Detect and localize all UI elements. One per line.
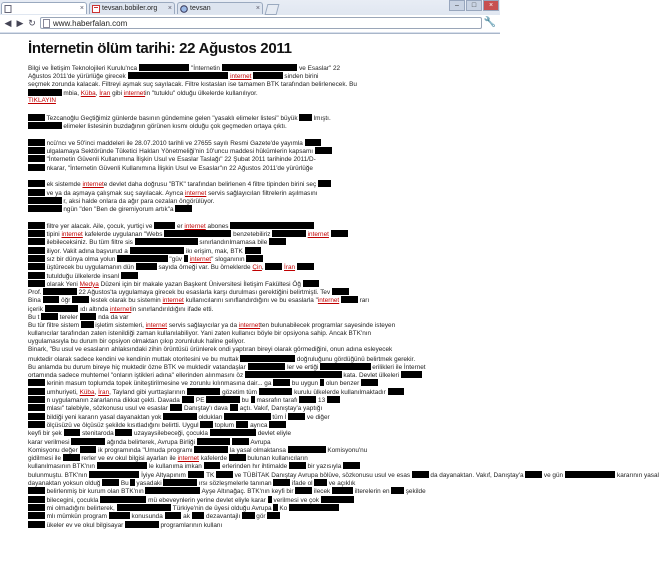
redaction-bar [43, 296, 60, 303]
address-bar[interactable] [40, 17, 482, 29]
redaction-bar [28, 413, 45, 420]
highlighted-link[interactable]: İran [99, 89, 111, 97]
redaction-bar [28, 521, 45, 528]
redaction-bar [28, 114, 45, 121]
redaction-bar [28, 421, 45, 428]
article-line: bildiği yeni kararın yasal dayanaktan yok oldukları tüm İ ve diğer [28, 413, 478, 421]
redaction-bar [332, 487, 353, 494]
redaction-bar [303, 280, 320, 287]
article-line: iliyor. Vakit adına başvurud a ikı erişim, mak, BTK [28, 247, 478, 255]
redaction-bar [236, 421, 249, 428]
redaction-bar [289, 462, 306, 469]
redaction-bar [401, 371, 422, 378]
forward-icon[interactable]: ▶ [16, 18, 24, 28]
article-title: İnternetin ölüm tarihi: 22 Ağustos 2011 [28, 40, 292, 57]
close-tab-icon[interactable]: × [79, 5, 84, 12]
redaction-bar [63, 454, 80, 461]
redaction-bar [197, 438, 231, 445]
redaction-bar [269, 421, 286, 428]
redaction-bar [331, 230, 348, 237]
close-tab-icon[interactable]: × [255, 5, 260, 12]
highlighted-link[interactable]: internet [177, 455, 199, 463]
article-line: mi olmadığını belirterek, Türkiye'nin de üyesi olduğu Avrupa Ko [28, 504, 478, 512]
redaction-bar [64, 429, 81, 436]
article-line: ükeler ev ve okul bilgisayar programlarının kullanı [28, 521, 478, 529]
article-line: ve ya da aşmaya çalışmak suç sayılacak. Ayrıca internet servis sağlayıcıları filtrelerin aşılmasını [28, 189, 478, 197]
redaction-bar [89, 471, 139, 478]
article-line [28, 130, 478, 138]
article-line: karar verilmesi ağında belirterek, Avrupa Birliği Avrupa [28, 438, 271, 446]
browser-tab-active[interactable] [1, 2, 87, 14]
redaction-bar [128, 72, 229, 79]
reload-icon[interactable]: ↻ [28, 18, 36, 28]
article-line: tutulduğu ülkelerde insanl [28, 272, 478, 280]
redaction-bar [28, 280, 45, 287]
article-line [28, 172, 478, 180]
article-line: "İnternetin Güvenli Kullanımına İlişkin Usul ve Esaslar Taslağı" 22 Şubat 2011 tarihinde 2011/D- [28, 155, 478, 163]
article-line: seçmek zorunda kalacak. Filtreyi aşmak suç sayılacak. Filtre kıstasları ise tamamen BTK tarafından belirlenecek. Bu [28, 80, 357, 88]
redaction-bar [299, 396, 316, 403]
redaction-bar [232, 438, 249, 445]
redaction-bar [320, 379, 324, 386]
redaction-bar [28, 272, 45, 279]
redaction-bar [28, 379, 45, 386]
redaction-bar [28, 255, 45, 262]
redaction-bar [43, 288, 77, 295]
redaction-bar [109, 512, 130, 519]
redaction-bar [259, 388, 293, 395]
article-line: r, aksi halde onlara da ağır para cezaları öngörülüyor. [28, 197, 478, 205]
redaction-bar [28, 512, 45, 519]
highlighted-link[interactable]: internet [162, 297, 184, 305]
highlighted-link[interactable]: İran [98, 388, 110, 396]
redaction-bar [267, 512, 280, 519]
redaction-bar [299, 114, 312, 121]
highlighted-link[interactable]: internet [307, 231, 329, 238]
redaction-bar [28, 238, 45, 245]
redaction-bar [200, 421, 213, 428]
redaction-bar [210, 429, 256, 436]
navigation-bar [0, 15, 500, 32]
redaction-bar [273, 379, 290, 386]
article-line: Komisyonu değer ik programında "Umuda programı la yasal olmaktansa Komisyonu'nu [28, 446, 368, 454]
redaction-bar [139, 64, 189, 71]
redaction-bar [192, 512, 205, 519]
redaction-bar [100, 496, 146, 503]
back-icon[interactable]: ◀ [4, 18, 12, 28]
article-line: mbia, Küba, İran gibi internetin "tutuklu" olduğu ülkelerde kullanılıyor. [28, 89, 478, 97]
redaction-bar [163, 479, 197, 486]
redaction-bar [175, 205, 192, 212]
redaction-bar [117, 504, 172, 511]
redaction-bar [361, 379, 378, 386]
redaction-bar [268, 496, 272, 503]
redaction-bar [41, 313, 58, 320]
redaction-bar [165, 512, 182, 519]
redaction-bar [184, 255, 188, 262]
redaction-bar [28, 205, 62, 212]
article-line: içerik ıdı altında internetin sınırlandırıldığını ifade etti. [28, 305, 214, 313]
redaction-bar [28, 496, 45, 503]
redaction-bar [72, 296, 89, 303]
redaction-bar [182, 396, 195, 403]
article-line: ngün "den "Ben de giremiyorum artık"a [28, 205, 478, 213]
article-line: tipini internet kafelerde uygulanan "Webs benzetebiliriz internet [28, 230, 478, 238]
highlighted-link[interactable]: internet [145, 322, 168, 330]
browser-tab[interactable] [177, 2, 263, 14]
redaction-bar [45, 305, 79, 312]
redaction-bar [71, 438, 105, 445]
redaction-bar [265, 263, 282, 270]
highlighted-link[interactable]: Küba [80, 89, 96, 97]
article-line: mlı mümkün program konusunda ak dezavantajlı gör [28, 512, 478, 520]
article-line: ilebileceksiniz. Bu tüm filtre sis sınırlandırılmamasa bile [28, 238, 478, 246]
redaction-bar [388, 388, 405, 395]
redaction-bar [305, 139, 322, 146]
page-icon [4, 5, 12, 13]
redaction-bar [130, 247, 185, 254]
redaction-bar [273, 479, 290, 486]
redaction-bar [289, 504, 339, 511]
redaction-bar [164, 230, 231, 237]
redaction-bar [314, 479, 327, 486]
redaction-bar [295, 487, 312, 494]
redaction-bar [28, 197, 62, 204]
article-line [28, 106, 478, 114]
article-line: ek sistemde internete devlet daha doğrusu "BTK" tarafından belirlenen 4 filtre tipinden birini seç [28, 180, 478, 188]
wrench-icon[interactable]: 🔧 [483, 17, 496, 28]
highlighted-link[interactable]: internet [184, 222, 206, 230]
redaction-bar [97, 462, 147, 469]
article-line: Ağustos 2011'de yürürlüğe girecek internet sinden birini [28, 73, 319, 81]
article-line: Tezcanoğlu Geçtiğimiz günlerde basının gündemine gelen "yasaklı elimeler listesi" büyük lmıştı. [28, 114, 478, 122]
redaction-bar [28, 89, 62, 96]
highlighted-link[interactable]: TIKLAYIN [28, 97, 56, 105]
article-line: ortamında sadece muhtemel "onların iştikleri adına" ellerinden alınmasını öz kata. Devlet ülkeleri [28, 371, 478, 379]
page-icon [43, 19, 50, 28]
article-line: olarak Yeni Medya Düzeni için bir makale yazan Başkent Üniversitesi İletişim Fakültesi Öğ [28, 280, 478, 288]
document-icon [92, 5, 100, 13]
redaction-bar [117, 255, 167, 262]
redaction-bar [321, 496, 355, 503]
highlighted-link[interactable]: internet [238, 322, 261, 330]
redaction-bar [130, 479, 134, 486]
article-line: Binark, "Bu usul ve esasların ahlaksındaki zihin örüntüsü ürünlerek ondi yaptıran bireyi olarak görmediğini, onun adına esleyecek [28, 346, 393, 354]
redaction-bar [251, 396, 255, 403]
redaction-bar [28, 247, 45, 254]
article-line: gidilmesi ile rerler ve ev okul bilgisi ayarları ile internet kafelerde bulunan kullanıcıların [28, 455, 308, 463]
redaction-bar [28, 164, 45, 171]
globe-icon [180, 5, 188, 13]
highlighted-link[interactable]: internet [123, 89, 146, 97]
article-line: Bilgi ve İletişim Teknolojileri Kurulu'nca "İnternetin ve Esaslar" 22 [28, 65, 341, 72]
redaction-bar [253, 72, 282, 79]
redaction-bar [28, 147, 45, 154]
article-line: Bu tür filtre sistem işletim sistemleri, internet servis sağlayıcılar ya da internetten bulunabilecek programlar sayesinde isteyen [28, 322, 396, 330]
redaction-bar [343, 462, 360, 469]
redaction-bar [288, 446, 326, 453]
highlighted-link[interactable]: internet [82, 181, 104, 189]
redaction-bar [28, 404, 45, 411]
redaction-bar [206, 396, 240, 403]
redaction-bar [28, 180, 45, 187]
article-line: muktedir olarak sadece kendini ve kendinin muttak otoritesini ve bu muttak doğruluğunu gördüğünü belirtmek gerekir. [28, 355, 416, 363]
redaction-bar [216, 471, 233, 478]
redaction-bar [204, 462, 221, 469]
article-line: umhuriyeti, Küba, İran, Tayland gibi yurttaşlarının gözetim tüm kurulu ülkelerde kullanılmaktadır [28, 388, 478, 396]
redaction-bar [391, 487, 404, 494]
highlighted-link[interactable]: internet [317, 297, 340, 305]
redaction-bar [269, 238, 286, 245]
redaction-bar [222, 64, 298, 71]
redaction-bar [81, 321, 94, 328]
redaction-bar [28, 155, 45, 162]
redaction-bar [121, 272, 138, 279]
redaction-bar [28, 388, 45, 395]
highlighted-link[interactable]: İran [284, 264, 296, 272]
new-tab-button[interactable] [265, 4, 280, 15]
redaction-bar [224, 413, 270, 420]
redaction-bar [288, 413, 305, 420]
redaction-bar [248, 363, 286, 370]
article-line: Bina öğr lestek olarak bu sistemin internet kullanıcılarını sınıflandırdığını ve bu esaslarla "internet rarı [28, 297, 370, 305]
redaction-bar [242, 512, 255, 519]
redaction-bar [230, 222, 314, 229]
redaction-bar [230, 404, 238, 411]
redaction-bar [341, 296, 358, 303]
article-line: mlası" talebiyle, sözkonusu usul ve esaslar Danıştay'ı dava açtı. Vakıf, Danıştay'a yaptığı [28, 404, 478, 412]
redaction-bar [170, 404, 183, 411]
article-line: ulgalamaya Sektöründe Tüketici Hakları Yönetmeliği'nin 10'uncu maddesi hükümlerin kapsamı [28, 147, 478, 155]
close-tab-icon[interactable]: × [167, 5, 172, 12]
address-text: www.haberfalan.com [53, 19, 128, 28]
redaction-bar [320, 363, 370, 370]
redaction-bar [565, 471, 615, 478]
tab-label: tevsan [190, 5, 211, 12]
redaction-bar [28, 504, 45, 511]
redaction-bar [297, 263, 314, 270]
article-line: filtre yer alacak. Aile, çocuk, yurtiçi ve er internet abones [28, 222, 478, 230]
redaction-bar [135, 238, 198, 245]
redaction-bar [80, 446, 97, 453]
redaction-bar [28, 230, 45, 237]
redaction-bar [525, 471, 542, 478]
redaction-bar [28, 487, 45, 494]
redaction-bar [327, 396, 340, 403]
redaction-bar [28, 222, 45, 229]
redaction-bar [412, 471, 429, 478]
highlighted-link[interactable]: Küba [79, 388, 95, 396]
highlighted-link[interactable]: internet [109, 305, 132, 313]
article-line [28, 213, 478, 221]
redaction-bar [28, 396, 45, 403]
redaction-bar [154, 222, 175, 229]
redaction-bar [272, 230, 306, 237]
redaction-bar [80, 313, 97, 320]
article-line: elimeler listesinin buzdağının görünen kısmı olduğu çok geçmeden ortaya çıktı. [28, 122, 478, 130]
highlighted-link[interactable]: Medya [79, 280, 99, 288]
article-line: dayanaktan yoksun olduğ Bu yasadaki ırsı sözleşmelerle tanınan ifade ol ve açıklık [28, 480, 356, 487]
page-content [0, 33, 659, 585]
article-line: bulunmuştu. BTK'nın İyiye Altyapınım TK ve TÜBİTAK Danıştay Avrupa bölüve, sözkonusu usul ve esas da dayanaktan. Vakıf, Danıştay'a ve gün kararının yasal [28, 471, 659, 479]
browser-tab[interactable] [89, 2, 175, 14]
tab-label: tevsan.bobiler.org [102, 5, 158, 12]
redaction-bar [125, 521, 159, 528]
redaction-bar [315, 147, 332, 154]
article-line: nkarar, "İnternetin Güvenli Kullanımına İlişkin Usul ve Esaslar"ın 22 Ağustos 2011'de yürürlüğe [28, 164, 478, 172]
article-line [28, 97, 478, 105]
redaction-bar [245, 371, 342, 378]
article-line: ncü'ncı ve 50'inci maddeleri ile 28.07.2010 tarihli ve 27655 sayılı Resmi Gazete'de yayımla [28, 139, 478, 147]
highlighted-link[interactable]: internet [184, 189, 207, 197]
redaction-bar [28, 189, 45, 196]
article-line: keyfi bir şek stenitaroda uzayaysilebeceği, çocukla devlet eliyle [28, 430, 292, 438]
redaction-bar [188, 471, 205, 478]
article-line: Prof. 22 Ağustos'ta uygulamaya girecek bu esaslarla karşı durulması gerektiğini belirtmişti. Tev [28, 288, 478, 296]
minimize-button[interactable]: – [449, 0, 465, 11]
highlighted-link[interactable]: internet [61, 231, 83, 238]
redaction-bar [318, 180, 331, 187]
redaction-bar [102, 479, 119, 486]
redaction-bar [245, 247, 262, 254]
browser-chrome [0, 0, 500, 34]
redaction-bar [28, 139, 45, 146]
redaction-bar [115, 429, 132, 436]
redaction-bar [145, 487, 200, 494]
redaction-bar [194, 446, 228, 453]
article-line: üştürecek bu uygulamanın dün sayıda örneği var. Bu örneklerde Çin, İran [28, 263, 478, 271]
article-line: belirlenmiş bir kurum olan BTK'nın Ayşe Altınağaç. BTK'nın keyfi bir ilecek ilterelerin en şekilde [28, 487, 478, 495]
redaction-bar [163, 413, 197, 420]
highlighted-link[interactable]: internet [189, 255, 212, 263]
redaction-bar [28, 122, 62, 129]
highlighted-link[interactable]: Çin [252, 264, 262, 272]
article-line: kullanılmasının BTK'nın le kullanıma imkan erlerinden hır ihtimalde bir yazısıyla [28, 462, 478, 470]
redaction-bar [332, 288, 349, 295]
redaction-bar [246, 255, 263, 262]
redaction-bar [136, 263, 157, 270]
redaction-bar [28, 263, 45, 270]
article-line: n uygulamanın zararlarına dikkat çekti. Davada PE bu masrafın tarafı 13 [28, 396, 478, 404]
article-line: Bu anlamda bu durum bireye hiç muktedir özne BTK ve muktedir vatandaşlar ler ve ertiği erilikleri ile İnternet [28, 363, 426, 371]
article-line: bilecegini, çocukla mü ebeveynlerin yerine devlet eliyle karar verilmesi ve çok [28, 496, 478, 504]
close-window-button[interactable]: × [483, 0, 499, 11]
article-line: ölçüsüzü ve ölçüsüz şekilde kısıtladığını belirtti. Uygul toplum ayrıca [28, 421, 478, 429]
article-line: Bu t tereler nda da var [28, 314, 129, 321]
redaction-bar [229, 454, 246, 461]
redaction-bar [187, 388, 221, 395]
maximize-button[interactable]: □ [466, 0, 482, 11]
highlighted-link[interactable]: internet [230, 73, 252, 81]
article-line: sız bir dünya olma yolun "güv internet" sloganının [28, 255, 478, 263]
redaction-bar [240, 355, 295, 362]
article-line: lerinin masum toplumda topek üniteştirilmesine ve zorunlu kılınmasına dair... ga bu uygun olun benzer [28, 379, 478, 387]
article-line: uygulamasıyla bu durum bir opsiyon olmaktan çıkıp zorunluluk haline geliyor. [28, 337, 246, 345]
window-controls [449, 0, 499, 10]
article-line: kullanıcılar tarafından zaten istenildiği zaman kullanılabiliyor. Yani zaten kullanıcı böyle bir opsiyona sahip. Ancak BTK'nın [28, 329, 372, 337]
redaction-bar [273, 504, 277, 511]
